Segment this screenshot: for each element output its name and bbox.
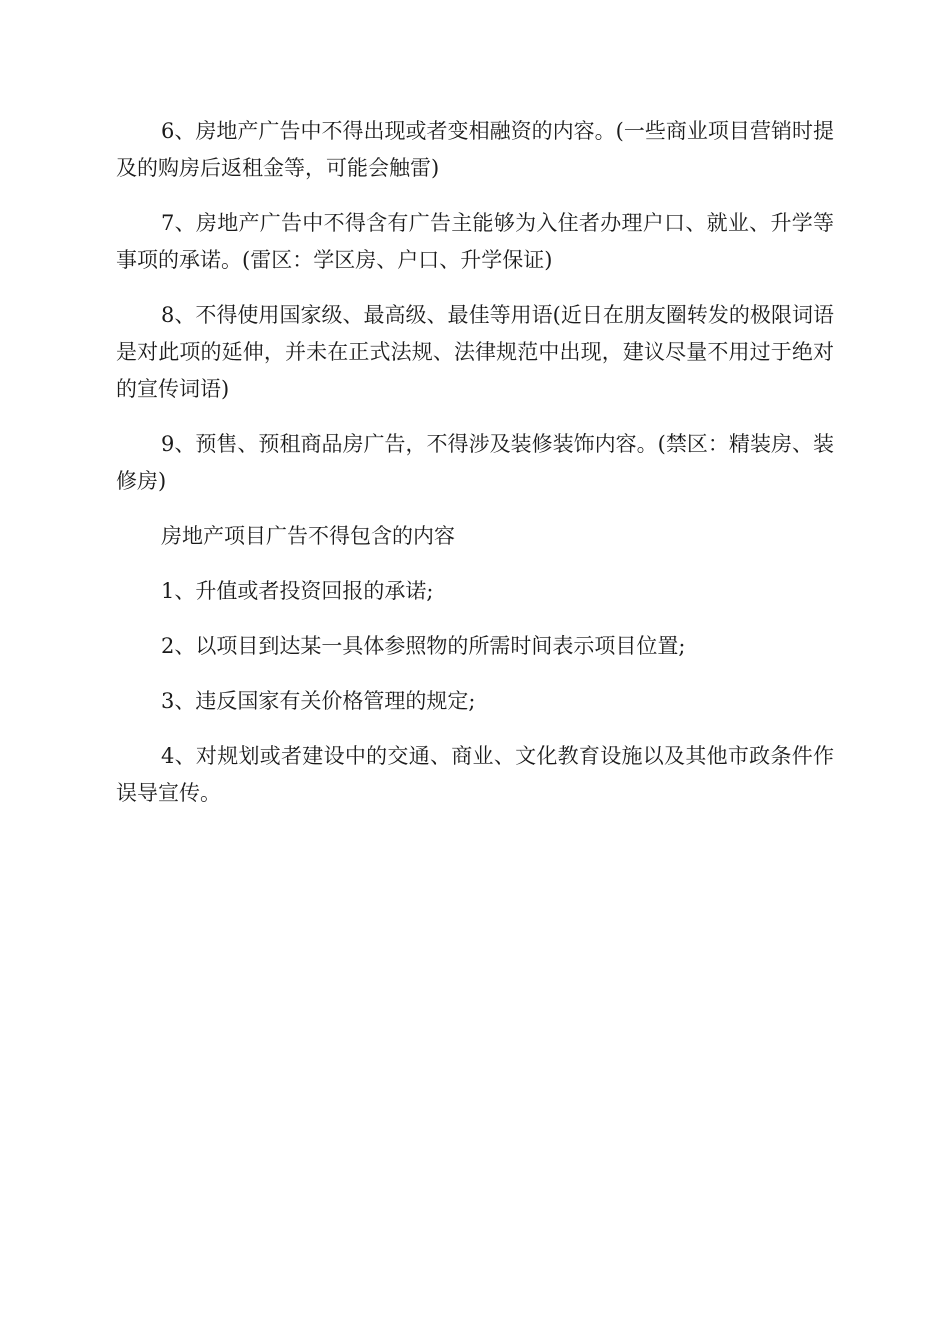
list-item-1: 1、升值或者投资回报的承诺; <box>161 579 434 603</box>
paragraph-item-9: 9、预售、预租商品房广告，不得涉及装修装饰内容。(禁区：精装房、装修房) <box>116 432 834 493</box>
list-item-4: 4、对规划或者建设中的交通、商业、文化教育设施以及其他市政条件作误导宣传。 <box>116 744 834 805</box>
paragraph-item-7: 7、房地产广告中不得含有广告主能够为入住者办理户口、就业、升学等事项的承诺。(雷区：学区房、户口、升学保证) <box>116 211 834 272</box>
list-item-3: 3、违反国家有关价格管理的规定; <box>161 689 476 713</box>
list-item-2: 2、以项目到达某一具体参照物的所需时间表示项目位置; <box>161 634 686 658</box>
section-heading: 房地产项目广告不得包含的内容 <box>161 524 455 548</box>
paragraph-item-8: 8、不得使用国家级、最高级、最佳等用语(近日在朋友圈转发的极限词语是对此项的延伸，并未在正式法规、法律规范中出现，建议尽量不用过于绝对的宣传词语) <box>116 303 834 401</box>
paragraph-item-6: 6、房地产广告中不得出现或者变相融资的内容。(一些商业项目营销时提及的购房后返租金等，可能会触雷) <box>116 119 834 180</box>
document-body <box>116 113 834 830</box>
